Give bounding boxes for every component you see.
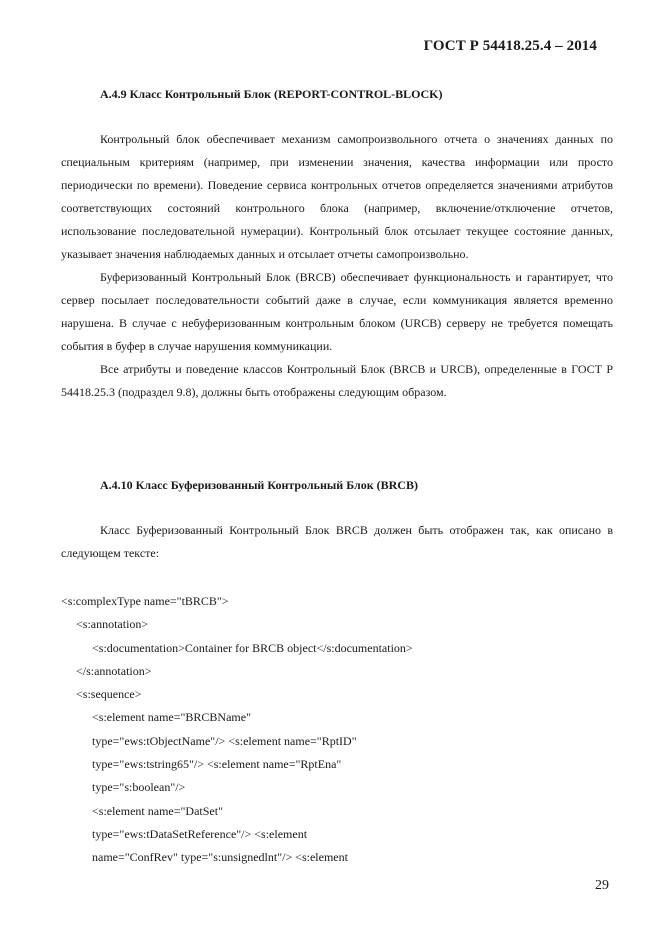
page-number: 29	[595, 878, 609, 893]
code-line: type="s:boolean"/>	[92, 780, 186, 795]
section-a410-body	[61, 519, 613, 565]
section-a410-paragraph: Класс Буферизованный Контрольный Блок BRCB должен быть отображен так, как описано в следующем тексте:	[61, 523, 613, 560]
section-a49-title: А.4.9 Класс Контрольный Блок (REPORT-CONTROL-BLOCK)	[100, 87, 443, 101]
code-line: <s:annotation>	[76, 617, 149, 632]
code-line: <s:sequence>	[76, 687, 142, 702]
code-line: type="ews:tDataSetReference"/> <s:element	[92, 826, 308, 841]
section-a49-paragraph-3: Все атрибуты и поведение классов Контрольный Блок (BRCB и URCB), определенные в ГОСТ Р 54418.25.3 (подраздел 9.8), должны быть отображены следующим образом.	[61, 362, 613, 399]
section-a49-paragraph-2: Буферизованный Контрольный Блок (BRCB) обеспечивает функциональность и гарантирует, что сервер посылает последовательности событий даже в случае, если коммуникация является временно нарушена. В случае с небуферизованным контрольным блоком (URCB) серверу не требуется помещать события в буфер в случае нарушения коммуникации.	[61, 270, 613, 353]
xml-code-listing	[61, 590, 613, 870]
standard-header: ГОСТ Р 54418.25.4 – 2014	[423, 38, 597, 54]
section-a49-paragraph-1: Контрольный блок обеспечивает механизм самопроизвольного отчета о значениях данных по специальным критериям (например, при изменении значения, качества информации или просто периодически по времени). Поведение сервиса контрольных отчетов определяется значениями атрибутов соответствующих состояний контрольного блока (например, включение/отключение отчетов, использование последовательной нумерации). Контрольный блок отсылает текущее состояние данных, указывает значения наблюдаемых данных и отсылает отчеты самопроизвольно.	[61, 132, 613, 261]
code-line: </s:annotation>	[76, 663, 152, 678]
code-line: type="ews:tstring65"/> <s:element name="RptEna"	[92, 757, 342, 772]
section-a49-body	[61, 128, 613, 404]
code-line: <s:complexType name="tBRCB">	[61, 594, 229, 608]
section-a410-title: А.4.10 Класс Буферизованный Контрольный Блок (BRCB)	[100, 478, 418, 492]
code-line: <s:documentation>Container for BRCB object</s:documentation>	[92, 640, 413, 655]
code-line: <s:element name="DatSet"	[92, 803, 223, 818]
code-line: <s:element name="BRCBName"	[92, 710, 251, 725]
code-line: type="ews:tObjectName"/> <s:element name="RptID"	[92, 733, 357, 748]
code-line: name="ConfRev" type="s:unsignedlnt"/> <s:element	[92, 850, 348, 865]
